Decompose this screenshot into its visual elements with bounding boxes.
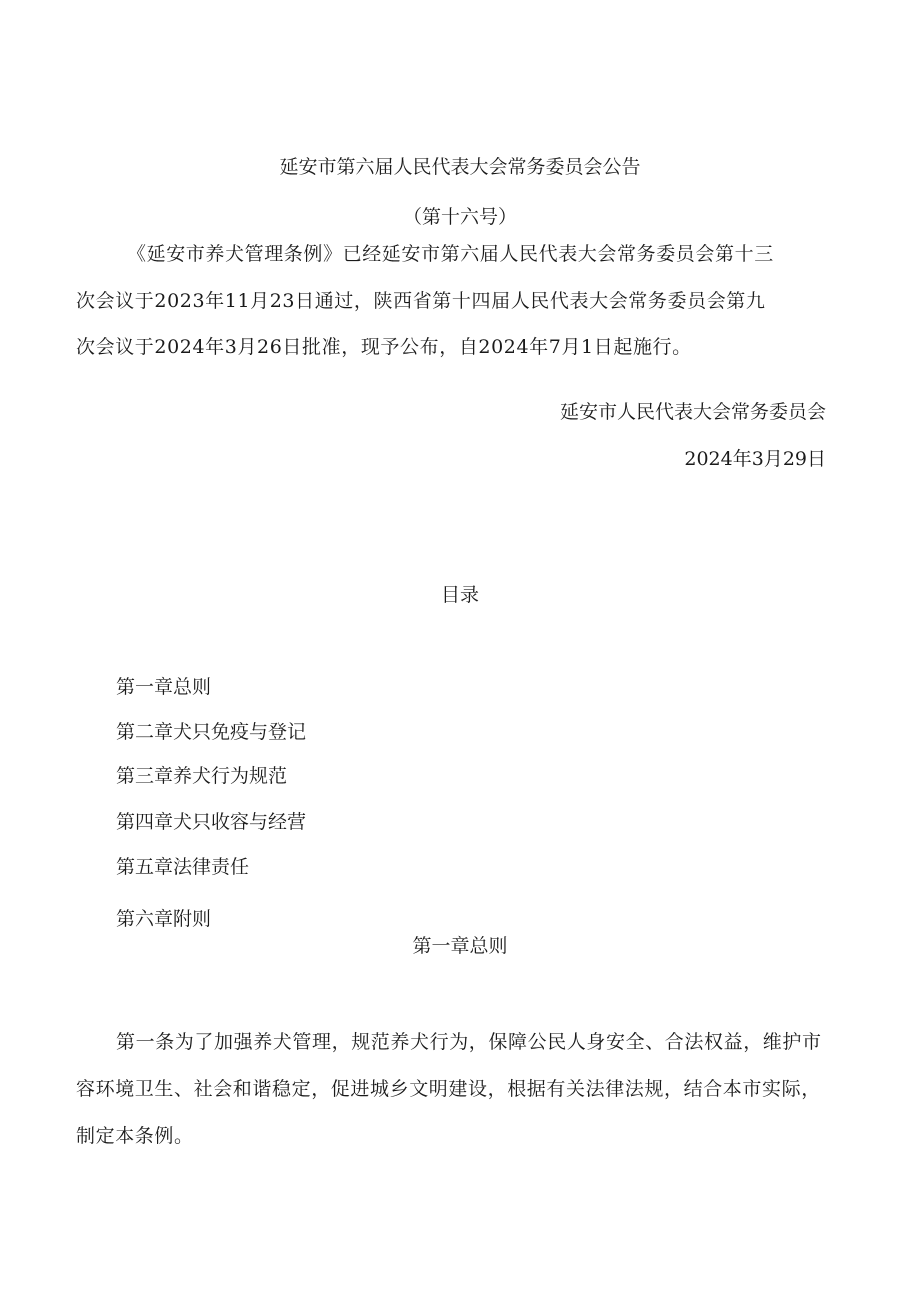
toc-item: 第三章养犬行为规范 [116,765,288,787]
announcement-date: 2024年3月29日 [684,448,826,470]
toc-item: 第五章法律责任 [116,856,250,878]
announcement-number: （第十六号） [402,206,517,228]
announcement-title: 延安市第六届人民代表大会常务委员会公告 [279,156,641,178]
article1-line-3: 制定本条例。 [76,1125,194,1147]
article1-line-2: 容环境卫生、社会和谐稳定，促进城乡文明建设，根据有关法律法规，结合本市实际， [76,1078,821,1100]
announcement-body-line-3: 次会议于2024年3月26日批准，现予公布，自2024年7月1日起施行。 [76,336,692,358]
toc-item: 第一章总则 [116,676,212,698]
announcement-issuer: 延安市人民代表大会常务委员会 [559,401,826,423]
announcement-body-line-2: 次会议于2023年11月23日通过，陕西省第十四届人民代表大会常务委员会第九 [76,290,766,312]
toc-item: 第四章犬只收容与经营 [116,811,307,833]
toc-item: 第二章犬只免疫与登记 [116,721,307,743]
chapter1-heading: 第一章总则 [412,935,508,957]
toc-item: 第六章附则 [116,908,212,930]
toc-heading: 目录 [440,584,479,606]
article1-line-1: 第一条为了加强养犬管理，规范养犬行为，保障公民人身安全、合法权益，维护市 [116,1031,822,1053]
announcement-body-line-1: 《延安市养犬管理条例》已经延安市第六届人民代表大会常务委员会第十三 [127,243,774,265]
